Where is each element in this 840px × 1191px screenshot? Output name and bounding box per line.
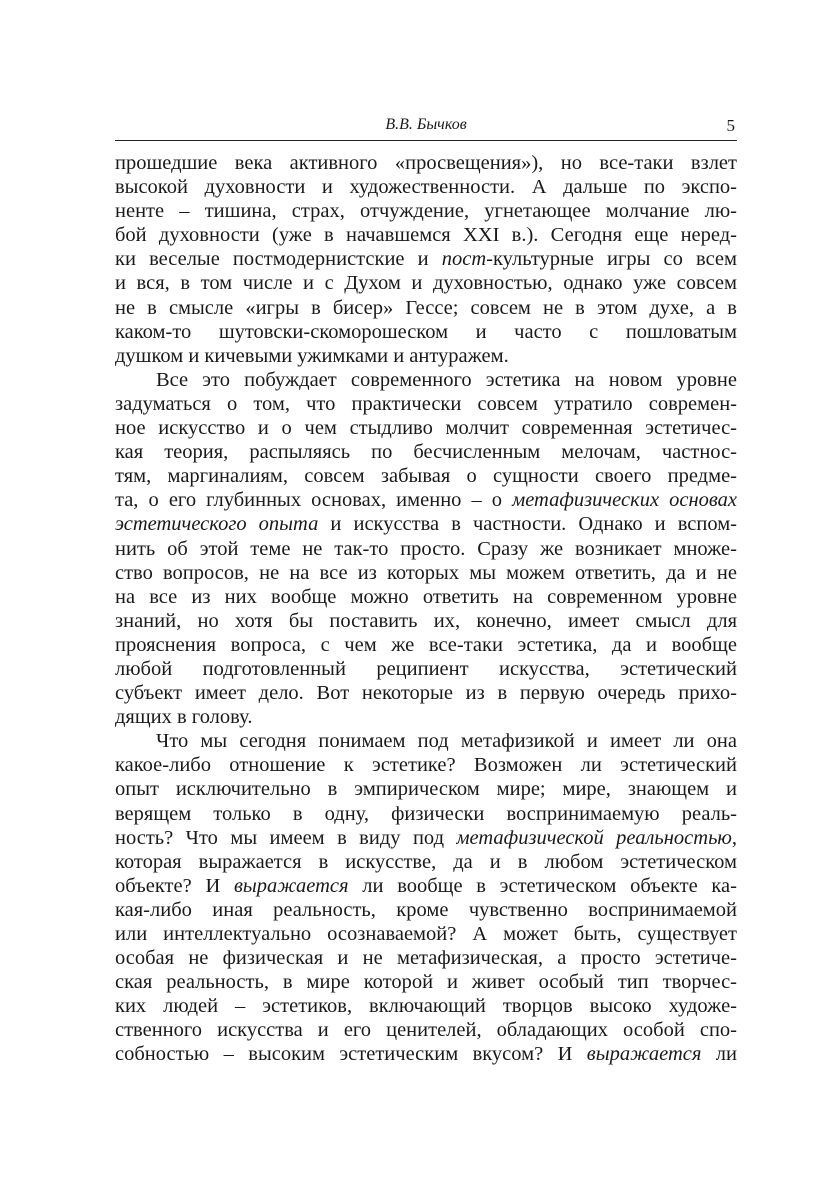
text-line [115,850,737,874]
text-line [115,175,737,199]
text-segment: верящем только в одну, физически воспринимаемую реаль- [115,802,737,825]
text-line [115,994,737,1018]
text-line [115,151,737,175]
text-line [115,561,737,585]
italic-phrase: эстетического опыта [115,513,319,536]
text-line [115,946,737,970]
text-segment: не в смысле «игры в бисер» Гессе; совсем не в этом духе, а в [115,296,737,319]
text-line [115,753,737,777]
text-line [115,464,737,488]
text-line [115,271,737,295]
text-line [115,633,737,657]
text-segment: которая выражается в искусстве, да и в любом эстетическом [115,850,737,873]
text-segment: ская реальность, в мире которой и живет особый тип творчес- [115,971,737,994]
italic-phrase: выражается [233,874,349,897]
text-segment: каком-то шутовски-скоморошеском и часто с пошловатым [115,320,737,343]
page-number: 5 [726,116,735,135]
text-segment: та, о его глубинных основах, именно – о [115,489,513,512]
text-segment: и вся, в том числе и с Духом и духовностью, однако уже совсем [115,272,737,295]
text-segment: знаний, но хотя бы поставить их, конечно, имеет смысл для [115,609,737,632]
text-segment: задуматься о том, что практически совсем утратило современ- [115,392,737,415]
text-line [115,777,737,801]
text-segment: любой подготовленный реципиент искусства, эстетический [115,657,737,680]
text-line [115,320,737,344]
text-line [115,657,737,681]
running-header [115,114,737,141]
text-line [115,296,737,320]
text-line [115,247,737,271]
text-segment: душком и кичевыми ужимками и антуражем. [115,344,509,367]
text-segment: ли вообще в эстетическом объекте ка- [348,874,737,897]
text-segment: опыт исключительно в эмпирическом мире; мире, знающем и [115,778,737,801]
text-segment: ки веселые постмодернистские и [115,248,442,271]
text-segment: ли [701,1043,737,1066]
text-line [115,874,737,898]
text-line [115,416,737,440]
text-segment: прошедшие века активного «просвещения»), но все-таки взлет [115,152,737,174]
text-segment: дящих в голову. [115,706,253,729]
text-line [115,440,737,464]
text-line [115,802,737,826]
text-segment: и искусства в частности. Однако и вспом- [318,513,737,536]
text-segment: ность? Что мы имеем в виду под [115,826,457,849]
text-segment: ненте – тишина, страх, отчуждение, угнетающее молчание лю- [115,200,737,223]
text-line [115,681,737,705]
text-line [115,609,737,633]
text-segment: -культурные игры со всем [486,248,737,271]
text-line [115,729,737,753]
text-line [115,488,737,512]
text-line [115,223,737,247]
text-line [115,344,737,368]
text-line [115,705,737,729]
text-line [115,368,737,392]
text-segment: кая-либо иная реальность, кроме чувственно воспринимаемой [115,898,737,921]
text-segment: тям, маргиналиям, совсем забывая о сущности своего предме- [115,465,737,488]
text-segment: высокой духовности и художественности. А дальше по экспо- [115,176,737,199]
text-line [115,1018,737,1042]
italic-phrase: метафизических основах [512,489,737,512]
text-line [115,199,737,223]
running-header-author: В.В. Бычков [385,116,467,133]
text-segment: ное искусство и о чем стыдливо молчит современная эстетичес- [115,417,737,440]
text-line [115,512,737,536]
text-segment: или интеллектуально осознаваемой? А может быть, существует [115,923,737,945]
text-segment: Что мы сегодня понимаем под метафизикой и имеет ли она [156,730,737,753]
text-segment: ство вопросов, не на все из которых мы можем ответить, да и не [115,561,737,584]
text-line [115,898,737,922]
text-line [115,1042,737,1066]
text-segment: ких людей – эстетиков, включающий творцов высоко художе- [115,995,737,1018]
italic-phrase: метафизической реальностью [456,826,732,849]
text-segment: объекте? И [115,874,234,897]
text-segment: бой духовности (уже в начавшемся XXI в.). Сегодня еще неред- [115,224,737,247]
text-line [115,392,737,416]
text-segment: особая не физическая и не метафизическая, а просто эстетиче- [115,947,737,970]
text-line [115,537,737,561]
text-line [115,826,737,850]
text-segment: собностью – высоким эстетическим вкусом? И [115,1043,587,1066]
text-line [115,970,737,994]
italic-phrase: пост [441,248,487,271]
text-segment: кая теория, распыляясь по бесчисленным мелочам, частнос- [115,441,737,464]
text-segment: ственного искусства и его ценителей, обладающих особой спо- [115,1019,737,1042]
text-segment: на все из них вообще можно ответить на современном уровне [115,585,737,608]
italic-phrase: выражается [586,1043,702,1066]
text-segment: какое-либо отношение к эстетике? Возможен ли эстетический [115,754,737,777]
text-line [115,922,737,946]
text-line [115,585,737,609]
text-segment: субъект имеет дело. Вот некоторые из в первую очередь прихо- [115,682,737,705]
text-segment: прояснения вопроса, с чем же все-таки эстетика, да и вообще [115,633,737,656]
text-segment: нить об этой теме не так-то просто. Сразу же возникает множе- [115,537,737,560]
body-text [115,151,737,1067]
text-segment: , [731,826,737,849]
text-segment: Все это побуждает современного эстетика на новом уровне [156,368,737,391]
